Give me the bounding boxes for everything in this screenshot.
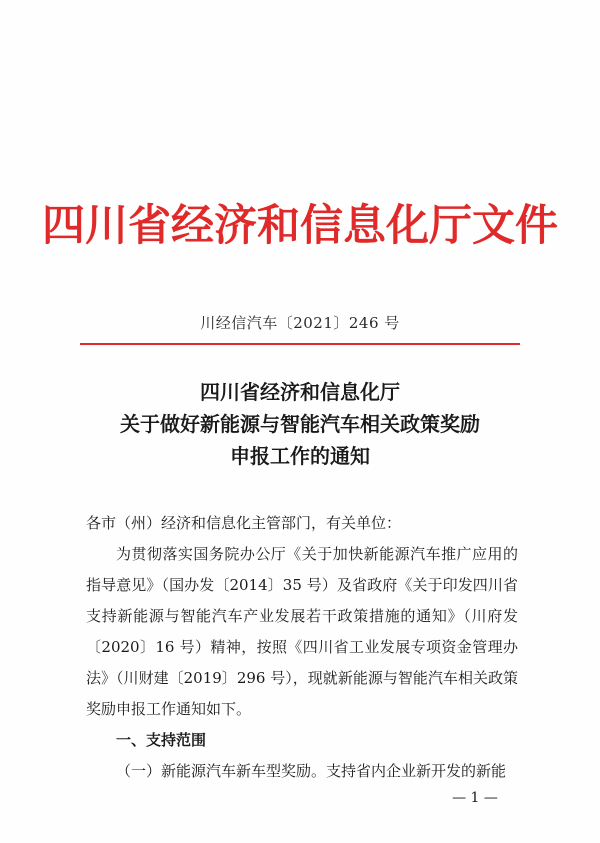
body-paragraph: 为贯彻落实国务院办公厅《关于加快新能源汽车推广应用的指导意见》（国办发〔2014〕35 号）及省政府《关于印发四川省支持新能源与智能汽车产业发展若干政策措施的通知》（川府发〔2020〕16 号）精神，按照《四川省工业发展专项资金管理办法》（川财建〔2019〕296 号），现就新能源与智能汽车相关政策奖励申报工作通知如下。 [86,545,518,718]
list-item [86,756,518,787]
list-item-lead: （一）新能源汽车新车型奖励。 [116,762,327,780]
document-header-title: 四川省经济和信息化厅文件 [42,201,558,251]
salutation: 各市（州）经济和信息化主管部门，有关单位： [86,514,402,532]
list-item-text: 支持省内企业新开发的新能 [326,762,507,780]
document-number: 川经信汽车〔2021〕246 号 [200,314,400,332]
notice-title [0,376,600,472]
page-number: — 1 — [452,790,498,806]
notice-title-line-2: 关于做好新能源与智能汽车相关政策奖励 [120,412,480,436]
notice-title-line-3: 申报工作的通知 [230,444,370,468]
document-body [86,508,518,787]
notice-title-line-1: 四川省经济和信息化厅 [200,380,400,404]
header-divider [80,343,520,345]
section-heading: 一、支持范围 [116,731,207,749]
